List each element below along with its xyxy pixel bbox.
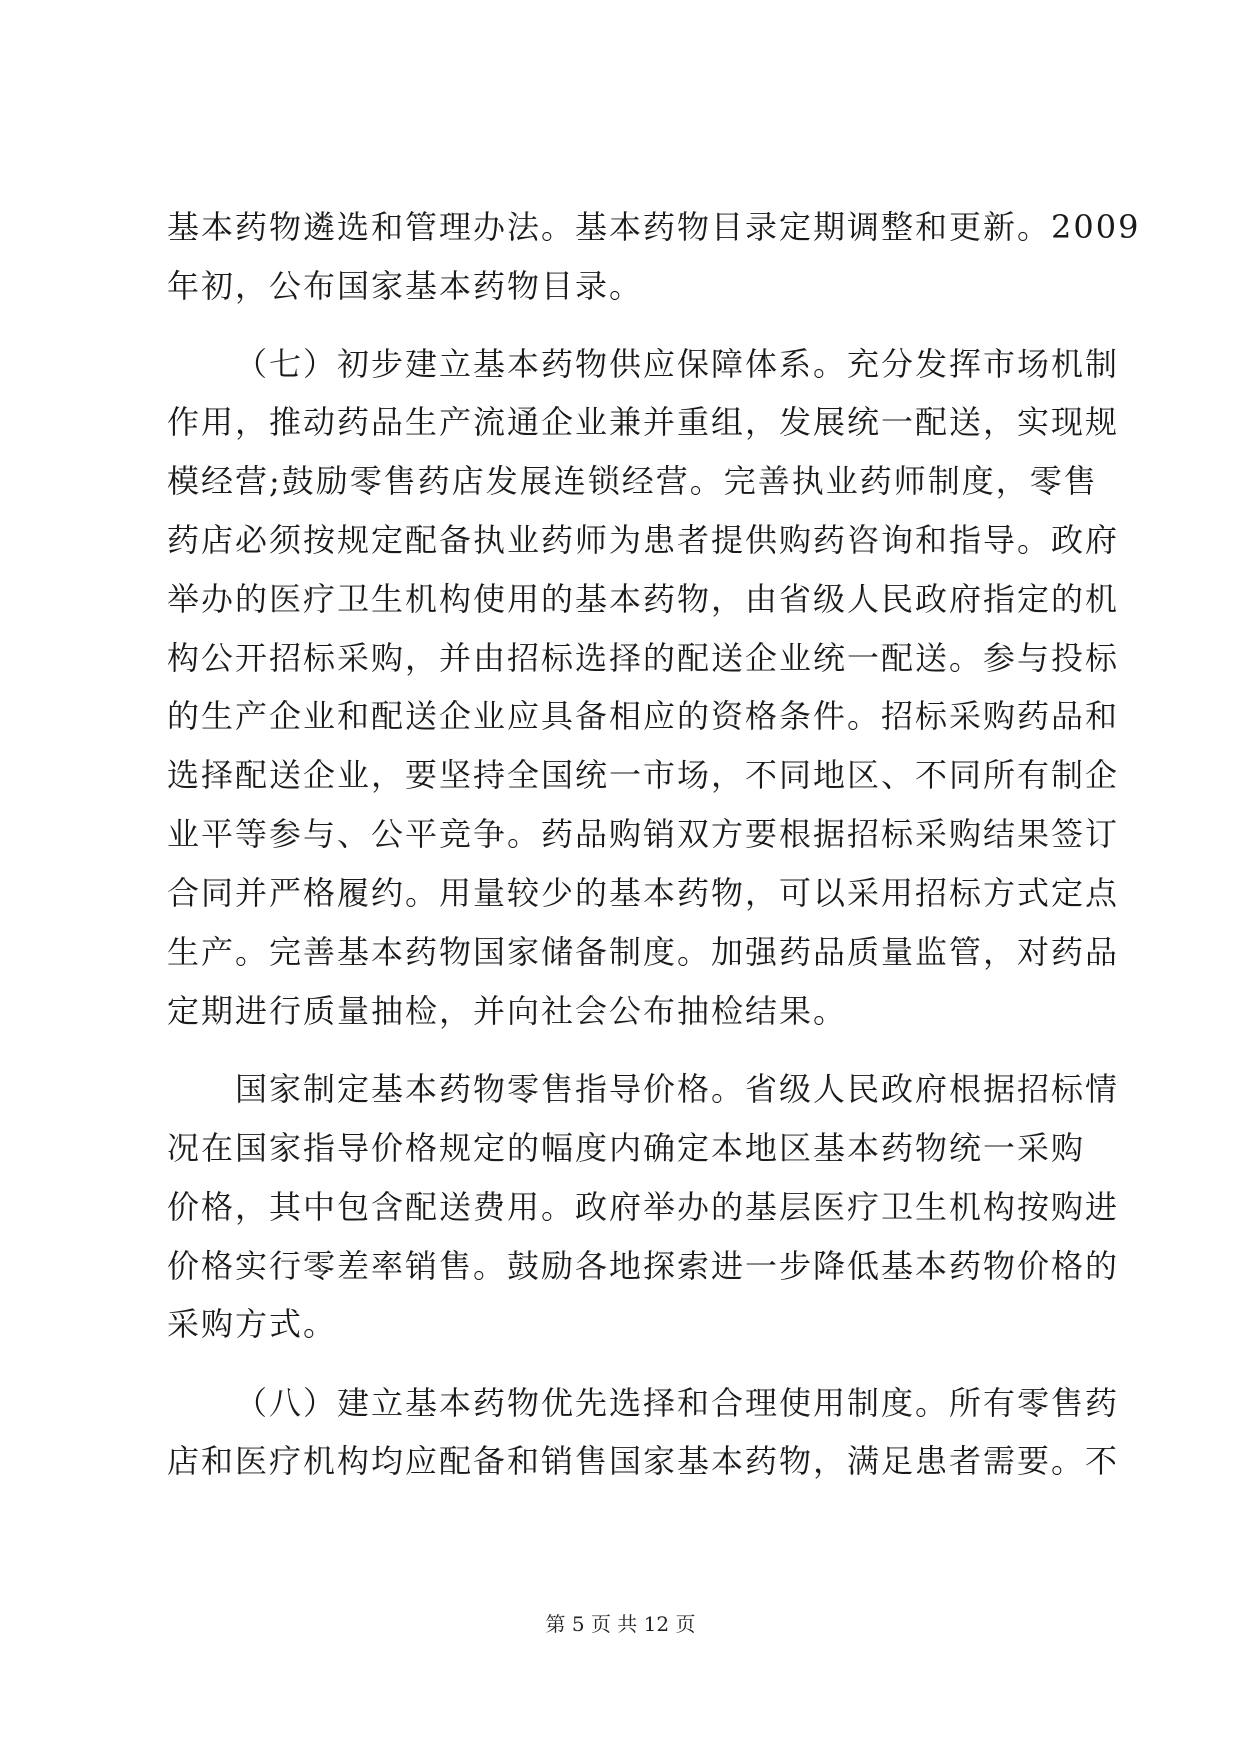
- text-line: 定期进行质量抽检，并向社会公布抽检结果。: [167, 992, 848, 1030]
- text-line: 国家制定基本药物零售指导价格。省级人民政府根据招标情: [235, 1070, 1120, 1108]
- text-line: 基本药物遴选和管理办法。基本药物目录定期调整和更新。2009: [167, 208, 1141, 246]
- text-line: 生产。完善基本药物国家储备制度。加强药品质量监管，对药品: [167, 933, 1120, 971]
- text-line: 选择配送企业，要坚持全国统一市场，不同地区、不同所有制企: [167, 756, 1120, 794]
- text-line: 业平等参与、公平竞争。药品购销双方要根据招标采购结果签订: [167, 815, 1120, 853]
- text-line: 年初，公布国家基本药物目录。: [167, 267, 644, 305]
- text-line: 店和医疗机构均应配备和销售国家基本药物，满足患者需要。不: [167, 1442, 1120, 1480]
- text-line: （八）建立基本药物优先选择和合理使用制度。所有零售药: [235, 1384, 1120, 1422]
- text-line: 模经营;鼓励零售药店发展连锁经营。完善执业药师制度，零售: [167, 462, 1098, 500]
- text-line: 合同并严格履约。用量较少的基本药物，可以采用招标方式定点: [167, 874, 1120, 912]
- text-line: 构公开招标采购，并由招标选择的配送企业统一配送。参与投标: [167, 639, 1120, 677]
- text-line: 药店必须按规定配备执业药师为患者提供购药咨询和指导。政府: [167, 521, 1120, 559]
- text-line: 的生产企业和配送企业应具备相应的资格条件。招标采购药品和: [167, 697, 1120, 735]
- text-line: 采购方式。: [167, 1305, 338, 1343]
- page-number: 第 5 页 共 12 页: [545, 1612, 696, 1636]
- text-line: 价格，其中包含配送费用。政府举办的基层医疗卫生机构按购进: [167, 1188, 1120, 1226]
- page-footer: [0, 1610, 1241, 1638]
- text-line: 价格实行零差率销售。鼓励各地探索进一步降低基本药物价格的: [167, 1247, 1120, 1285]
- text-line: （七）初步建立基本药物供应保障体系。充分发挥市场机制: [235, 345, 1120, 383]
- text-line: 作用，推动药品生产流通企业兼并重组，发展统一配送，实现规: [167, 403, 1120, 441]
- text-line: 举办的医疗卫生机构使用的基本药物，由省级人民政府指定的机: [167, 580, 1120, 618]
- text-line: 况在国家指导价格规定的幅度内确定本地区基本药物统一采购: [167, 1129, 1086, 1167]
